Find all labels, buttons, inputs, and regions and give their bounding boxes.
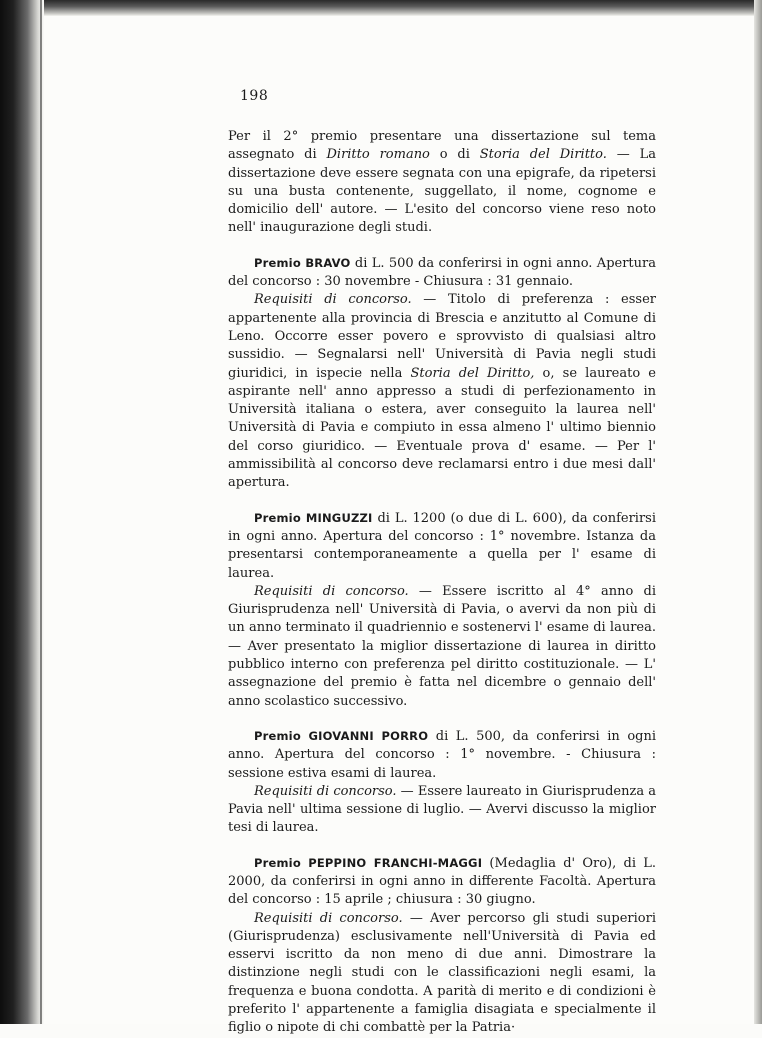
prize-minguzzi-requirements: [228, 583, 656, 711]
requirements-text: o, se laureato e aspirante nell' anno appresso a studi di perfezionamento in Università italiana o estera, aver conseguito la laurea nell' Università di Pavia e compiuto in essa almeno l' ultimo biennio del corso giuridico. — Eventuale prova d' esame. — Per l' ammissibilità al concorso deve reclamarsi entro i due mesi dall' apertura.: [228, 365, 656, 491]
scan-shadow-top: [0, 0, 762, 16]
requirements-text: — Essere iscritto al 4° anno di Giurisprudenza nell' Università di Pavia, o avervi da non più di un anno terminato il quadriennio e sostenervi l' esame di laurea. — Aver presentato la miglior dissertazione di laurea in diritto pubblico interno con preferenza pel diritto costituzionale. — L' assegnazione del premio è fatta nel dicembre o gennaio dell' anno scolastico successivo.: [228, 583, 656, 709]
paragraph-dissertation: [228, 128, 656, 238]
prize-details: di L. 1200 (o due di L. 600), da conferirsi in ogni anno. Apertura del concorso : 1° novembre. Istanza da presentarsi contemporaneamente a quella per l' esame di laurea.: [228, 510, 656, 581]
subject-title: Storia del Diritto.: [479, 147, 607, 163]
prize-minguzzi: [228, 509, 656, 583]
requirements-label: Requisiti di concorso.: [254, 783, 397, 799]
prize-name: PEPPINO FRANCHI-MAGGI: [308, 855, 483, 870]
scan-shadow-binding: [0, 0, 44, 1024]
prize-name: GIOVANNI PORRO: [308, 728, 429, 743]
requirements-text: — Titolo di preferenza : esser appartenente alla provincia di Brescia e anzitutto al Comune di Leno. Occorre esser povero e sprovvisto di qualsiasi altro sussidio. — Segnalarsi nell' Università di Pavia negli studi giuridici, in ispecie nella: [228, 292, 657, 381]
prize-name: BRAVO: [305, 255, 351, 270]
requirements-text: — Essere laureato in Giurisprudenza a Pavia nell' ultima sessione di luglio. — Avervi discusso la miglior tesi di laurea.: [228, 783, 656, 836]
prize-porro: [228, 727, 656, 783]
body-text: [228, 128, 656, 1038]
prize-porro-requirements: [228, 783, 656, 838]
prize-details: di L. 500, da conferirsi in ogni anno. Apertura del concorso : 1° novembre. - Chiusura : sessione estiva esami di laurea.: [228, 728, 656, 781]
prize-lead: Premio: [254, 255, 301, 270]
subject-title: Storia del Diritto,: [410, 365, 535, 381]
paragraph-text: o di: [429, 147, 480, 163]
requirements-label: Requisiti di concorso.: [254, 292, 412, 308]
prize-lead: Premio: [254, 510, 301, 525]
prize-details: (Medaglia d' Oro), di L. 2000, da conferirsi in ogni anno in differente Facoltà. Apertura del concorso : 15 aprile ; chiusura : 30 giugno.: [228, 855, 656, 908]
binding-edge-line: [40, 0, 42, 1024]
prize-details: di L. 500 da conferirsi in ogni anno. Apertura del concorso : 30 novembre - Chiusura : 31 gennaio.: [228, 255, 656, 290]
page-number: 198: [240, 88, 269, 104]
prize-name: MINGUZZI: [305, 510, 373, 525]
requirements-label: Requisiti di concorso.: [254, 583, 409, 599]
requirements-text: — Aver percorso gli studi superiori (Giurisprudenza) esclusivamente nell'Università di Pavia ed esservi iscritto da non meno di due anni. Dimostrare la distinzione negli studi con le classificazioni negli esami, la frequenza e buona condotta. A parità di merito e di condizioni è preferito l' appartenente a famiglia disagiata e specialmente il figlio o nipote di chi combattè per la Patria·: [228, 910, 656, 1036]
scan-shadow-right: [754, 0, 762, 1024]
paragraph-text: — La dissertazione deve essere segnata con una epigrafe, da ripetersi su una busta contenente, suggellato, il nome, cognome e domicilio dell' autore. — L'esito del concorso viene reso noto nell' inaugurazione degli studi.: [228, 147, 656, 236]
prize-bravo: [228, 254, 656, 292]
paragraph-text: Per il 2° premio presentare una dissertazione sul tema assegnato di: [228, 129, 656, 163]
subject-title: Diritto romano: [326, 147, 430, 163]
prize-lead: Premio: [254, 728, 301, 743]
prize-franchi-maggi-requirements: [228, 910, 656, 1038]
prize-bravo-requirements: [228, 291, 656, 492]
prize-lead: Premio: [254, 855, 301, 870]
requirements-label: Requisiti di concorso.: [254, 910, 403, 926]
prize-franchi-maggi: [228, 854, 656, 910]
